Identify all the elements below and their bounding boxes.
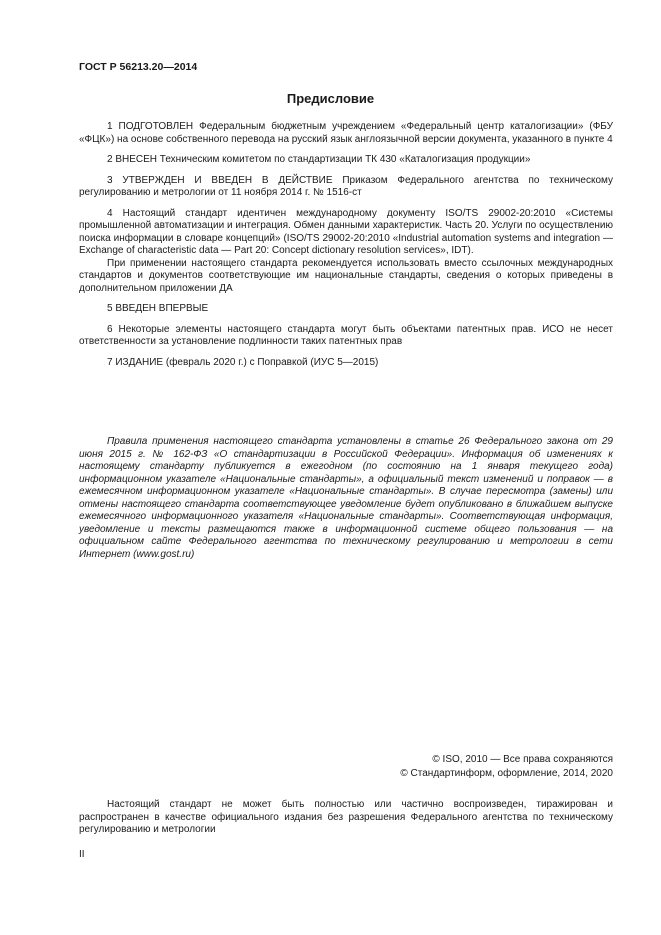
copyright-block bbox=[400, 753, 613, 781]
paragraph-prepared: 1 ПОДГОТОВЛЕН Федеральным бюджетным учреждением «Федеральный центр каталогизации» (ФБУ «ФЦК») на основе собственного перевода на русский язык англоязычной версии документа, указанного в пункте 4 bbox=[79, 121, 613, 145]
standard-code: ГОСТ Р 56213.20—2014 bbox=[79, 61, 198, 73]
paragraph-introduced: 5 ВВЕДЕН ВПЕРВЫЕ bbox=[107, 303, 209, 314]
reproduction-notice-block bbox=[79, 799, 613, 837]
paragraph-patents: 6 Некоторые элементы настоящего стандарта могут быть объектами патентных прав. ИСО не несет ответственности за установление подлинности таких патентных прав bbox=[79, 323, 613, 347]
rules-notice: Правила применения настоящего стандарта установлены в статье 26 Федерального закона от 29 июня 2015 г. № 162-ФЗ «О стандартизации в Российской Федерации». Информация об изменениях к настоящему стандарту публикуется в ежегодном (по состоянию на 1 января текущего года) информационном указателе «Национальные стандарты», а официальный текст изменений и поправок — в ежемесячном информационном указателе «Национальные стандарты». В случае пересмотра (замены) или отмены настоящего стандарта соответствующее уведомление будет опубликовано в ближайшем выпуске ежемесячного информационного указателя «Национальные стандарты». Соответствующая информация, уведомление и тексты размещаются также в информационной системе общего пользования — на официальном сайте Федерального агентства по техническому регулированию и метрологии в сети Интернет (www.gost.ru) bbox=[79, 436, 613, 560]
page-number: II bbox=[79, 849, 85, 860]
paragraph-approved: 3 УТВЕРЖДЕН И ВВЕДЕН В ДЕЙСТВИЕ Приказом Федерального агентства по техническому регулированию и метрологии от 11 ноября 2014 г. № 1516-ст bbox=[79, 174, 613, 198]
copyright-iso: © ISO, 2010 — Все права сохраняются bbox=[432, 754, 613, 765]
reproduction-notice: Настоящий стандарт не может быть полностью или частично воспроизведен, тиражирован и распространен в качестве официального издания без разрешения Федерального агентства по техническому регулированию и метрологии bbox=[79, 799, 613, 835]
paragraph-identical: 4 Настоящий стандарт идентичен международному документу ISO/TS 29002-20:2010 «Системы промышленной автоматизации и интеграция. Обмен данными характеристик. Часть 20. Услуги по осуществлению поиска информации в словаре концепций» (ISO/TS 29002-20:2010 «Industrial automation systems and integration — Exchange of characteristic data — Part 20: Concept dictionary resolution services», IDT). bbox=[79, 207, 613, 256]
copyright-standartinform: © Стандартинформ, оформление, 2014, 2020 bbox=[400, 768, 613, 779]
paragraph-references: При применении настоящего стандарта рекомендуется использовать вместо ссылочных международных стандартов и документов соответствующие им национальные стандарты, сведения о которых приведены в дополнительном приложении ДА bbox=[79, 257, 613, 294]
page-title: Предисловие bbox=[286, 91, 375, 106]
foreword-body bbox=[79, 121, 613, 369]
paragraph-submitted: 2 ВНЕСЕН Техническим комитетом по стандартизации ТК 430 «Каталогизация продукции» bbox=[107, 154, 531, 165]
rules-notice-block bbox=[79, 436, 613, 561]
paragraph-edition: 7 ИЗДАНИЕ (февраль 2020 г.) с Поправкой (ИУС 5—2015) bbox=[107, 356, 379, 368]
